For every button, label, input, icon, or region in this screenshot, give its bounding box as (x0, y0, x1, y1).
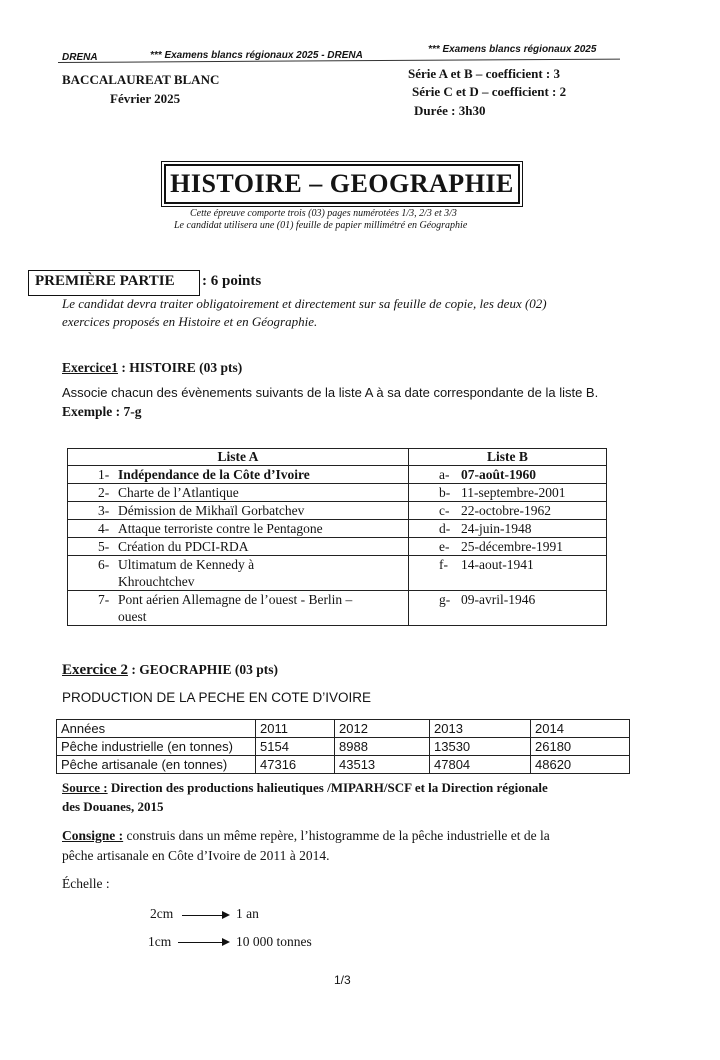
part-points: : 6 points (202, 273, 262, 289)
series-cd: Série C et D – coefficient : 2 (412, 84, 567, 99)
col-liste-b: Liste B (409, 449, 607, 466)
date-letter: d- (439, 521, 451, 536)
event-number: 3- (98, 503, 110, 518)
col-liste-a: Liste A (68, 449, 409, 466)
arrow-right-icon (182, 915, 228, 916)
history-table-row (68, 520, 607, 538)
consigne-text: construis dans un même repère, l’histogramme de la pêche industrielle et de la (123, 828, 550, 843)
consigne-label: Consigne : (62, 828, 124, 843)
arrow-right-icon (178, 942, 228, 943)
exam-name: BACCALAUREAT BLANC (62, 72, 220, 87)
event-number: 7- (98, 592, 110, 607)
consigne-line2: pêche artisanale en Côte d’Ivoire de 2011 à 2014. (62, 848, 330, 863)
date-value: 25-décembre-1991 (461, 539, 563, 554)
event-text: Ultimatum de Kennedy à (118, 557, 255, 572)
source-label: Source : (62, 780, 108, 795)
fishing-header-cell: 2011 (256, 720, 335, 738)
liste-b-cell (409, 484, 607, 502)
ex1-title: : HISTOIRE (03 pts) (117, 360, 243, 375)
history-match-table (67, 448, 607, 626)
scale2-left: 1cm (148, 934, 172, 949)
page-number: 1/3 (334, 973, 351, 987)
part-instructions-line2: exercices proposés en Histoire et en Géographie. (62, 314, 318, 329)
series-ab: Série A et B – coefficient : 3 (408, 66, 560, 81)
event-text: Attaque terroriste contre le Pentagone (118, 521, 323, 536)
event-text-continued: ouest (118, 609, 147, 624)
history-table-row (68, 538, 607, 556)
ex2-title: : GEOCRAPHIE (03 pts) (127, 662, 278, 677)
event-text: Pont aérien Allemagne de l’ouest - Berlin – (118, 592, 353, 607)
liste-a-cell (68, 591, 409, 626)
history-table-row (68, 466, 607, 484)
fishing-header-cell: 2012 (335, 720, 430, 738)
liste-b-cell (409, 466, 607, 484)
date-value: 11-septembre-2001 (461, 485, 566, 500)
liste-a-cell (68, 502, 409, 520)
fishing-row-artisanal (57, 756, 630, 774)
history-table-row (68, 556, 607, 591)
header-right-text: *** Examens blancs régionaux 2025 (428, 44, 597, 55)
header-center-text: *** Examens blancs régionaux 2025 - DRENA (150, 50, 363, 61)
part-instructions-line1: Le candidat devra traiter obligatoirement et directement sur sa feuille de copie, les deux (02) (62, 296, 547, 311)
event-number: 4- (98, 521, 110, 536)
event-text: Indépendance de la Côte d’Ivoire (118, 467, 310, 482)
part-label: PREMIÈRE PARTIE (35, 273, 175, 289)
fishing-header-cell: 2014 (531, 720, 630, 738)
scale1-right: 1 an (236, 906, 259, 921)
ex2-heading (62, 662, 278, 679)
history-table-row (68, 484, 607, 502)
history-table-row (68, 591, 607, 626)
date-value: 07-août-1960 (461, 467, 536, 482)
fishing-header-row (57, 720, 630, 738)
date-value: 22-octobre-1962 (461, 503, 551, 518)
fishing-production-table (56, 719, 630, 774)
event-text: Création du PDCI-RDA (118, 539, 249, 554)
source-line1 (62, 780, 548, 796)
note-paper: Le candidat utilisera une (01) feuille de papier millimétré en Géographie (174, 220, 468, 231)
liste-a-cell (68, 520, 409, 538)
history-table-header (68, 449, 607, 466)
event-number: 5- (98, 539, 110, 554)
liste-b-cell (409, 556, 607, 591)
source-line2: des Douanes, 2015 (62, 799, 164, 814)
liste-b-cell (409, 502, 607, 520)
exam-date: Février 2025 (110, 91, 181, 106)
date-value: 14-aout-1941 (461, 557, 534, 572)
note-pages: Cette épreuve comporte trois (03) pages numérotées 1/3, 2/3 et 3/3 (190, 208, 457, 219)
fishing-header-cell: 2013 (430, 720, 531, 738)
liste-b-cell (409, 591, 607, 626)
fishing-cell: Pêche artisanale (en tonnes) (57, 756, 256, 774)
ex2-label: Exercice 2 (62, 662, 128, 678)
scale-label: Échelle : (62, 876, 110, 891)
liste-b-cell (409, 520, 607, 538)
fishing-cell: Pêche industrielle (en tonnes) (57, 738, 256, 756)
event-text: Démission de Mikhaïl Gorbatchev (118, 503, 305, 518)
fishing-cell: 47316 (256, 756, 335, 774)
date-letter: a- (439, 467, 450, 482)
duration: Durée : 3h30 (414, 103, 486, 118)
event-text-continued: Khrouchtchev (118, 574, 195, 589)
fishing-cell: 5154 (256, 738, 335, 756)
consigne-line1 (62, 828, 550, 844)
date-letter: b- (439, 485, 451, 500)
date-letter: e- (439, 539, 450, 554)
ex1-heading (62, 360, 242, 376)
ex1-label: Exercice1 (62, 360, 118, 375)
scale1-left: 2cm (150, 906, 174, 921)
date-letter: f- (439, 557, 448, 572)
page-title: HISTOIRE – GEOGRAPHIE (164, 164, 520, 204)
fishing-cell: 47804 (430, 756, 531, 774)
fishing-row-industrial (57, 738, 630, 756)
fishing-cell: 8988 (335, 738, 430, 756)
fishing-table-title: PRODUCTION DE LA PECHE EN COTE D’IVOIRE (62, 690, 372, 705)
liste-a-cell (68, 466, 409, 484)
fishing-cell: 26180 (531, 738, 630, 756)
liste-a-cell (68, 484, 409, 502)
header-org: DRENA (62, 52, 98, 63)
fishing-cell: 43513 (335, 756, 430, 774)
fishing-header-cell: Années (57, 720, 256, 738)
fishing-cell: 48620 (531, 756, 630, 774)
event-number: 1- (98, 467, 110, 482)
liste-b-cell (409, 538, 607, 556)
history-table-row (68, 502, 607, 520)
liste-a-cell (68, 538, 409, 556)
event-number: 2- (98, 485, 110, 500)
liste-a-cell (68, 556, 409, 591)
ex1-example: Exemple : 7-g (62, 404, 142, 419)
ex1-prompt: Associe chacun des évènements suivants de la liste A à sa date correspondante de la liste B. (62, 385, 599, 400)
event-number: 6- (98, 557, 110, 572)
scale2-right: 10 000 tonnes (236, 934, 312, 949)
date-letter: g- (439, 592, 451, 607)
source-text: Direction des productions halieutiques /MIPARH/SCF et la Direction régionale (107, 780, 548, 795)
event-text: Charte de l’Atlantique (118, 485, 239, 500)
date-value: 09-avril-1946 (461, 592, 536, 607)
date-value: 24-juin-1948 (461, 521, 532, 536)
fishing-cell: 13530 (430, 738, 531, 756)
date-letter: c- (439, 503, 450, 518)
